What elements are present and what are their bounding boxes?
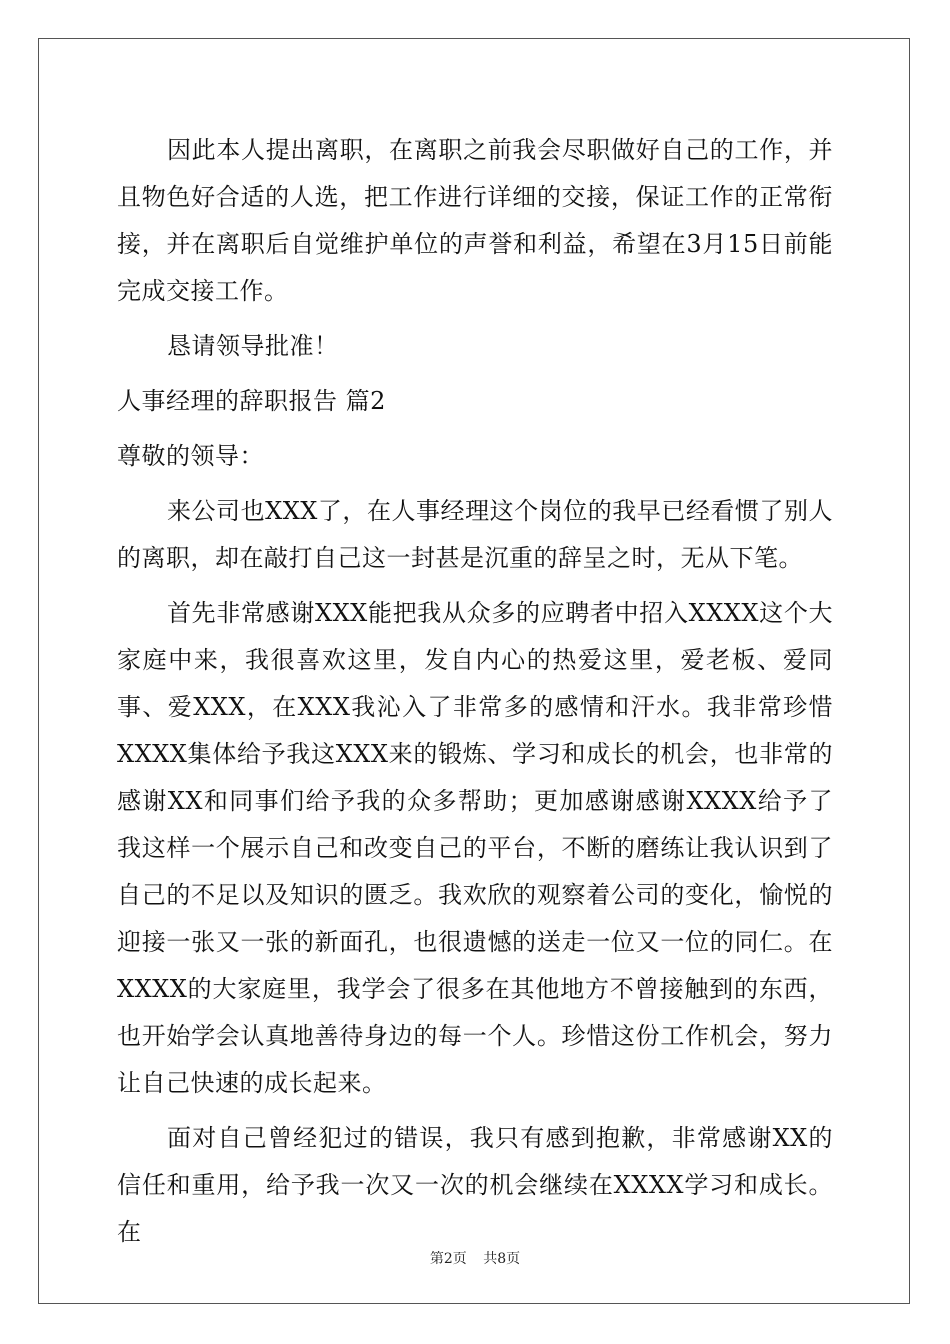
salutation: 尊敬的领导： — [117, 442, 264, 470]
paragraph-request-approval: 恳请领导批准！ — [167, 332, 339, 360]
section-title: 人事经理的辞职报告 篇2 — [117, 387, 386, 415]
paragraph-opening: 来公司也XXX了，在人事经理这个岗位的我早已经看惯了别人的离职，却在敲打自己这一封甚是沉重的辞呈之时，无从下笔。 — [117, 497, 833, 572]
page-number: 第2页 — [429, 1251, 467, 1267]
page-footer — [0, 1248, 950, 1268]
document-body — [117, 127, 833, 1256]
paragraph-gratitude: 首先非常感谢XXX能把我从众多的应聘者中招入XXXX这个大家庭中来，我很喜欢这里，发自内心的热爱这里，爱老板、爱同事、爱XXX，在XXX我沁入了非常多的感情和汗水。我非常珍惜XXXX集体给予我这XXX来的锻炼、学习和成长的机会，也非常的感谢XX和同事们给予我的众多帮助；更加感谢感谢XXXX给予了我这样一个展示自己和改变自己的平台，不断的磨练让我认识到了自己的不足以及知识的匮乏。我欢欣的观察着公司的变化，愉悦的迎接一张又一张的新面孔，也很遗憾的送走一位又一位的同仁。在XXXX的大家庭里，我学会了很多在其他地方不曾接触到的东西，也开始学会认真地善待身边的每一个人。珍惜这份工作机会，努力让自己快速的成长起来。 — [117, 599, 833, 1097]
page-total: 共8页 — [483, 1251, 521, 1267]
paragraph-handover: 因此本人提出离职，在离职之前我会尽职做好自己的工作，并且物色好合适的人选，把工作进行详细的交接，保证工作的正常衔接，并在离职后自觉维护单位的声誉和利益，希望在3月15日前能完成交接工作。 — [117, 136, 833, 305]
paragraph-apology: 面对自己曾经犯过的错误，我只有感到抱歉，非常感谢XX的信任和重用，给予我一次又一次的机会继续在XXXX学习和成长。在 — [117, 1124, 833, 1246]
